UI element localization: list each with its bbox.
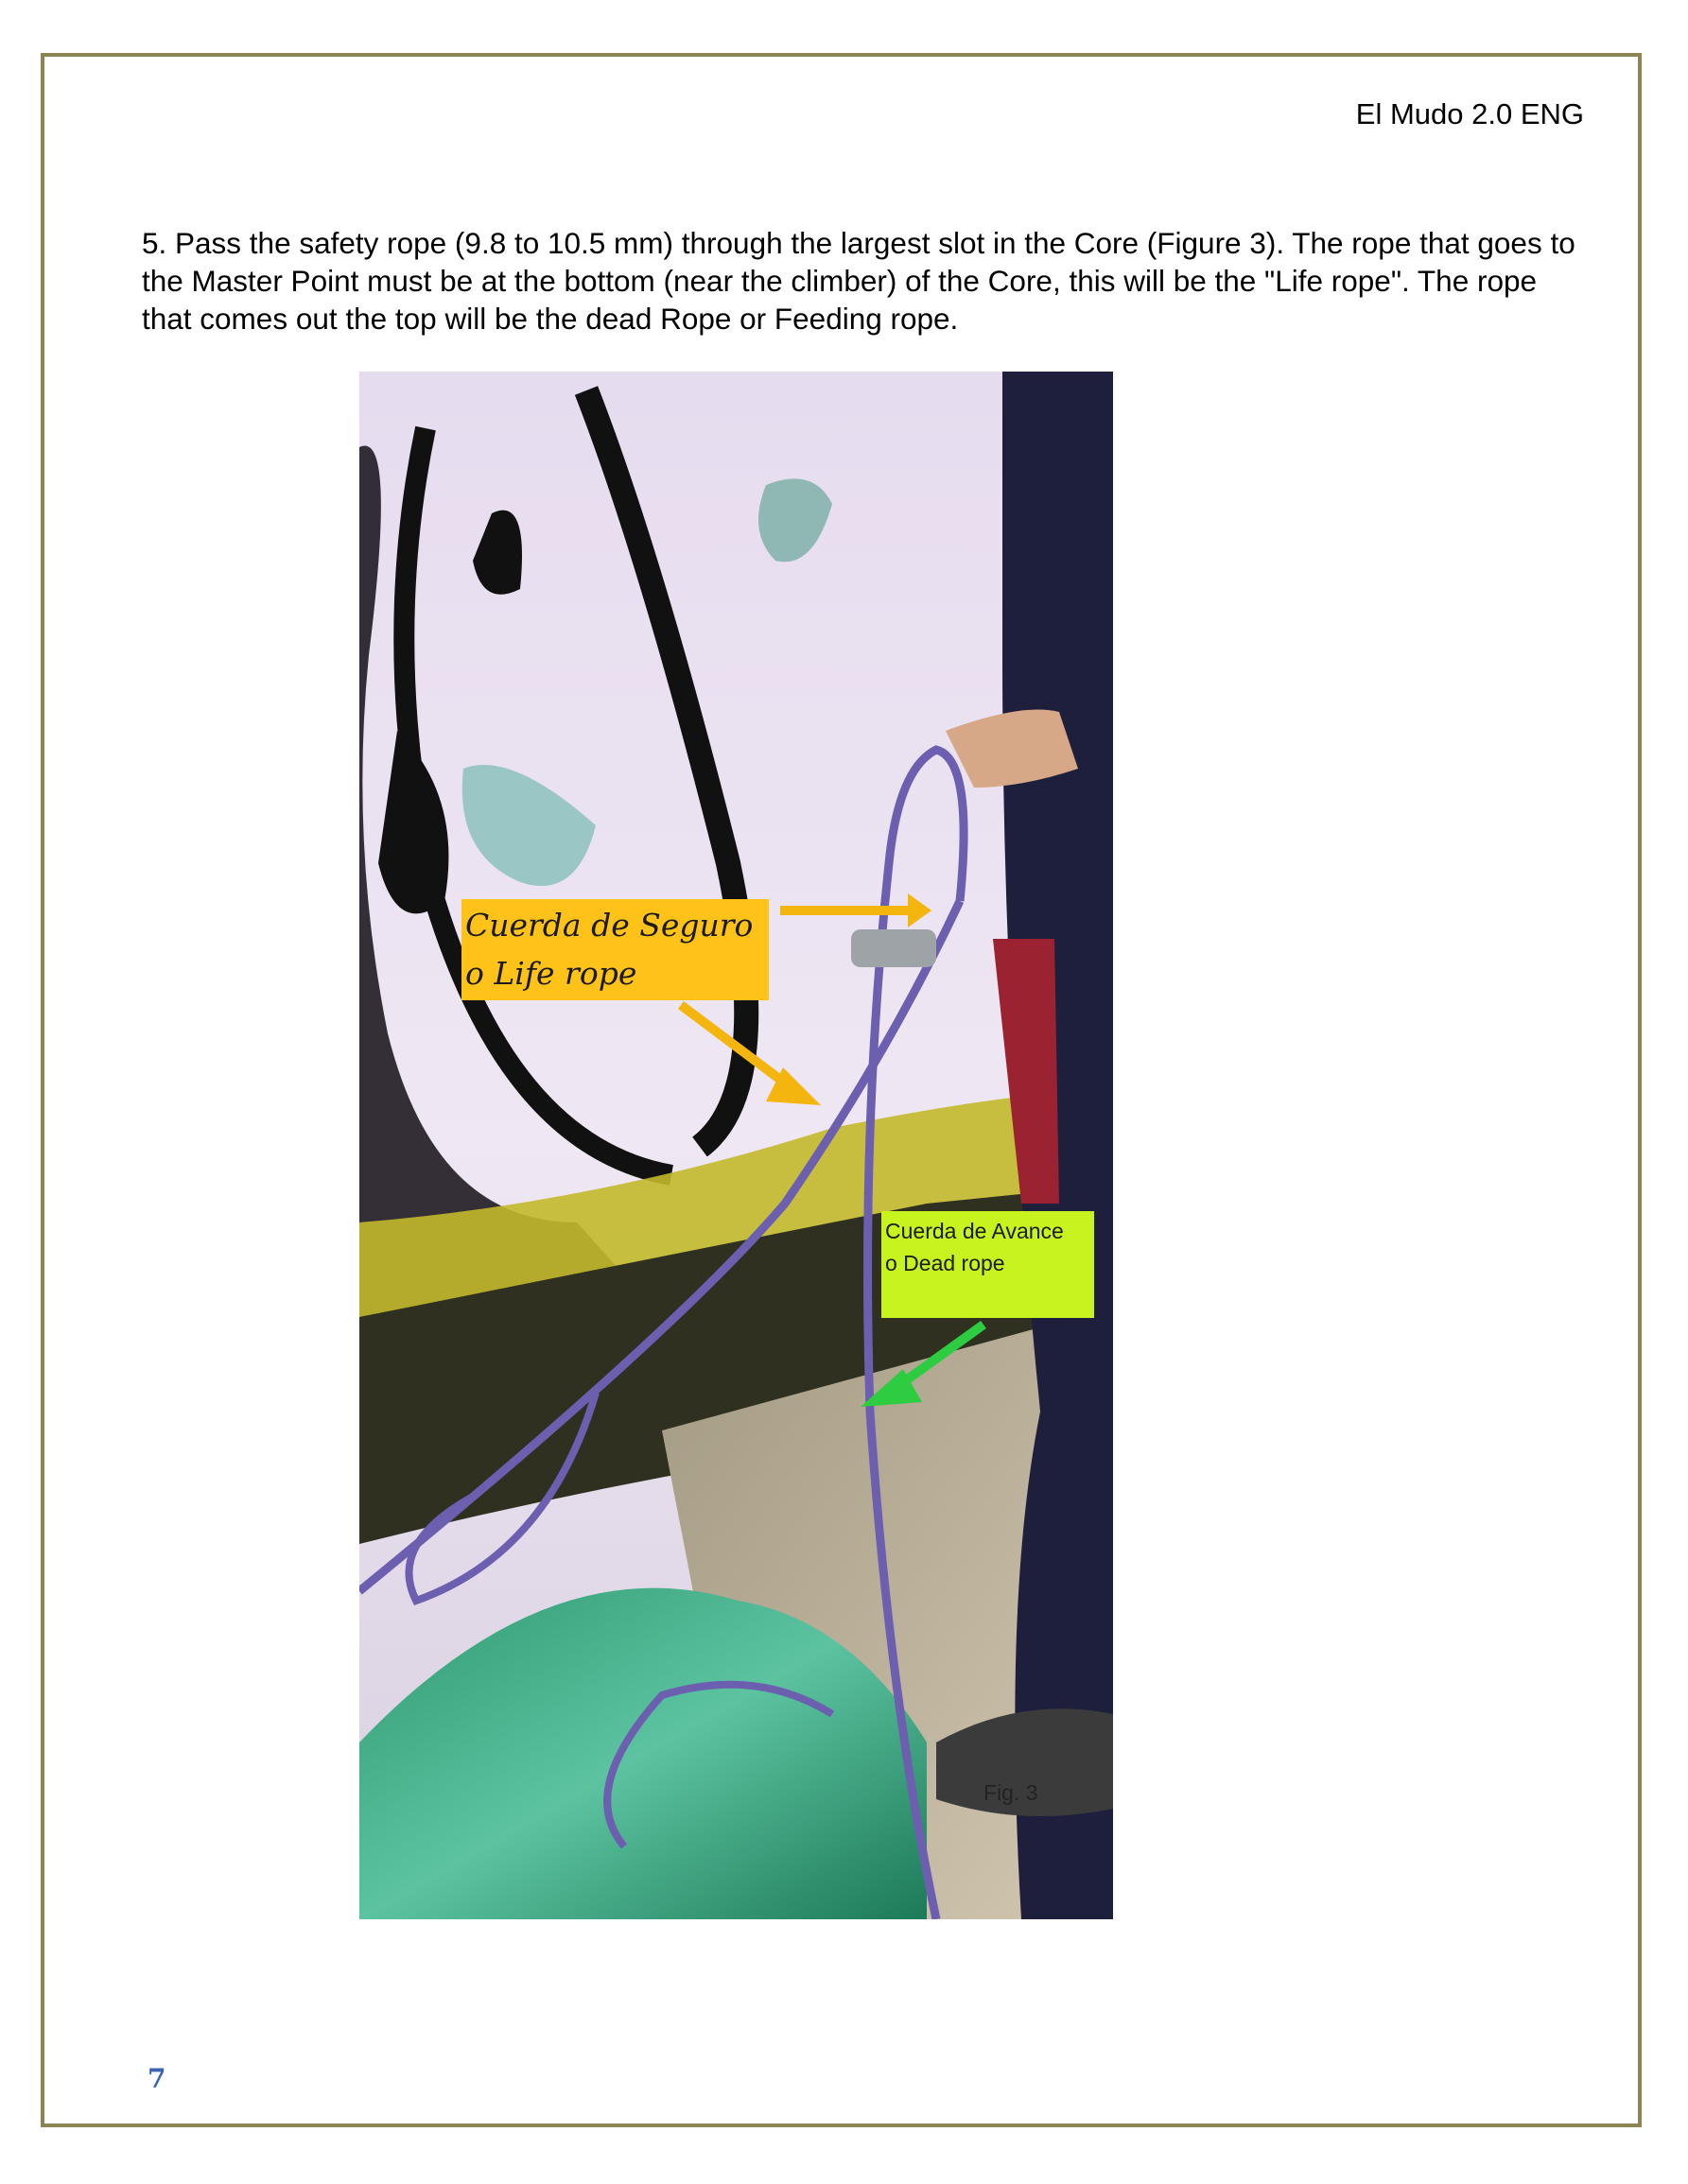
core-device [851, 929, 936, 967]
callout-dead-line2: o Dead rope [885, 1251, 1005, 1275]
photo-illustration [359, 372, 1113, 1919]
callout-life-rope [461, 899, 769, 1000]
figure-caption: Fig. 3 [983, 1780, 1038, 1805]
step-paragraph: 5. Pass the safety rope (9.8 to 10.5 mm) through the largest slot in the Core (Figure 3). The rope that goes to the Master Point must be at the bottom (near the climber) of the Core, this will be the "Life rope". The rope that comes out the top will be the dead Rope or Feeding rope. [142, 226, 1575, 336]
callout-dead-rope [881, 1211, 1094, 1318]
figure-photo [359, 372, 1113, 1919]
callout-life-line1: Cuerda de Seguro [465, 907, 754, 944]
callout-dead-line1: Cuerda de Avance [885, 1219, 1064, 1243]
document-header: El Mudo 2.0 ENG [1355, 97, 1584, 130]
page-number: 7 [148, 2063, 166, 2094]
callout-life-line2: o Life rope [465, 955, 637, 992]
